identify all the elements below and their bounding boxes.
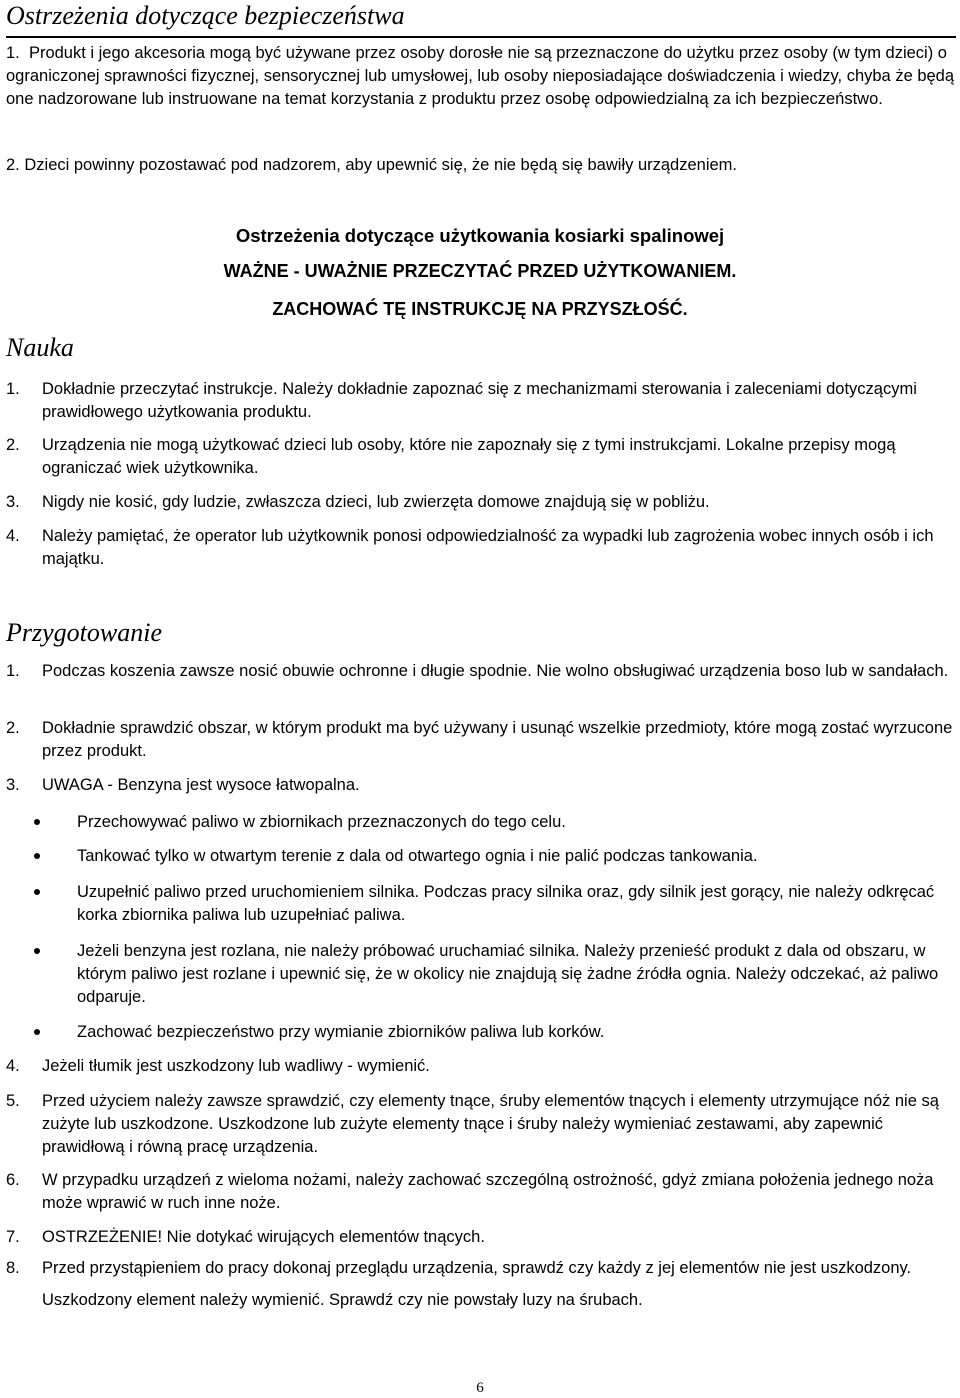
nauka-item-4 <box>6 525 956 571</box>
prep-item-4 <box>6 1055 956 1078</box>
prep-bullet-5 <box>34 1021 956 1044</box>
nauka-item-2 <box>6 434 956 480</box>
usage-heading-warning: WAŻNE - UWAŻNIE PRZECZYTAĆ PRZED UŻYTKOWANIEM. <box>223 261 737 281</box>
nauka-item-3-text: Nigdy nie kosić, gdy ludzie, zwłaszcza dzieci, lub zwierzęta domowe znajdują się w pobliżu. <box>42 493 710 511</box>
prep-item-2-text: Dokładnie sprawdzić obszar, w którym produkt ma być używany i usunąć wszelkie przedmioty, które mogą zostać wyrzucone przez produkt. <box>42 719 953 760</box>
usage-heading-title: Ostrzeżenia dotyczące użytkowania kosiarki spalinowej <box>235 225 725 246</box>
prep-item-3 <box>6 774 956 797</box>
nauka-item-1 <box>6 378 956 424</box>
bullet-dot-icon <box>34 819 40 825</box>
prep-bullet-2 <box>34 845 956 868</box>
nauka-item-1-num: 1. <box>6 380 20 398</box>
prep-item-5 <box>6 1090 956 1159</box>
prep-item-1 <box>6 660 956 683</box>
intro-item-1 <box>6 42 956 111</box>
prep-bullet-4 <box>34 940 956 1009</box>
prep-bullet-4-text: Jeżeli benzyna jest rozlana, nie należy próbować uruchamiać silnika. Należy przenieść produkt z dala od obszaru, w którym paliwo jest rozlane i upewnić się, że w okolicy nie znajdują się żadne źródła ognia. Należy odczekać, aż paliwo odparuje. <box>77 942 939 1006</box>
prep-item-3-num: 3. <box>6 776 20 794</box>
prep-item-8-num: 8. <box>6 1259 20 1277</box>
prep-bullet-1-text: Przechowywać paliwo w zbiornikach przeznaczonych do tego celu. <box>77 813 566 831</box>
prep-item-4-num: 4. <box>6 1057 20 1075</box>
usage-heading-keep: ZACHOWAĆ TĘ INSTRUKCJĘ NA PRZYSZŁOŚĆ. <box>272 299 688 319</box>
bullet-dot-icon <box>34 889 40 895</box>
prep-item-7-text: OSTRZEŻENIE! Nie dotykać wirujących elementów tnących. <box>42 1228 485 1246</box>
title-bar <box>6 0 956 38</box>
prep-item-8 <box>6 1252 956 1316</box>
prep-bullet-3-text: Uzupełnić paliwo przed uruchomieniem silnika. Podczas pracy silnika oraz, gdy silnik jest gorący, nie należy odkręcać korka zbiornika paliwa lub uzupełniać paliwa. <box>77 883 935 924</box>
nauka-item-1-text: Dokładnie przeczytać instrukcje. Należy dokładnie zapoznać się z mechanizmami sterowania i zaleceniami dotyczącymi prawidłowego użytkowania produktu. <box>42 380 917 421</box>
prep-item-7 <box>6 1226 956 1249</box>
nauka-item-2-text: Urządzenia nie mogą użytkować dzieci lub osoby, które nie zapoznały się z tymi instrukcjami. Lokalne przepisy mogą ograniczać wiek użytkownika. <box>42 436 896 477</box>
prep-item-1-text: Podczas koszenia zawsze nosić obuwie ochronne i długie spodnie. Nie wolno obsługiwać urządzenia boso lub w sandałach. <box>42 662 949 680</box>
prep-item-6-text: W przypadku urządzeń z wieloma nożami, należy zachować szczególną ostrożność, gdyż zmiana położenia jednego noża może wprawić w ruch inne noże. <box>42 1171 934 1212</box>
prep-item-1-num: 1. <box>6 662 20 680</box>
prep-item-6 <box>6 1169 956 1215</box>
prep-item-3-text: UWAGA - Benzyna jest wysoce łatwopalna. <box>42 776 360 794</box>
bullet-dot-icon <box>34 853 40 859</box>
prep-item-7-num: 7. <box>6 1228 20 1246</box>
nauka-item-3-num: 3. <box>6 493 20 511</box>
prep-item-5-num: 5. <box>6 1092 20 1110</box>
prep-item-2 <box>6 717 956 763</box>
nauka-item-4-num: 4. <box>6 527 20 545</box>
section-title-nauka: Nauka <box>6 333 74 362</box>
page-title: Ostrzeżenia dotyczące bezpieczeństwa <box>6 1 405 30</box>
section-title-przygotowanie: Przygotowanie <box>6 618 162 647</box>
intro-item-2 <box>6 154 956 177</box>
bullet-dot-icon <box>34 948 40 954</box>
nauka-item-2-num: 2. <box>6 436 20 454</box>
nauka-item-4-text: Należy pamiętać, że operator lub użytkownik ponosi odpowiedzialność za wypadki lub zagrożenia wobec innych osób i ich majątku. <box>42 527 934 568</box>
intro-item-1-text: Produkt i jego akcesoria mogą być używane przez osoby dorosłe nie są przeznaczone do użytku przez osoby (w tym dzieci) o ograniczonej sprawności fizycznej, sensorycznej lub umysłowej, lub osoby nieposiadające doświadczenia i wiedzy, chyba że będą one nadzorowane lub instruowane na temat korzystania z produktu przez osobę odpowiedzialną za ich bezpieczeństwo. <box>6 44 955 108</box>
intro-item-2-text: Dzieci powinny pozostawać pod nadzorem, aby upewnić się, że nie będą się bawiły urządzeniem. <box>24 156 737 174</box>
prep-item-6-num: 6. <box>6 1171 20 1189</box>
prep-item-8-text: Przed przystąpieniem do pracy dokonaj przeglądu urządzenia, sprawdź czy każdy z jej elementów nie jest uszkodzony. Uszkodzony element należy wymienić. Sprawdź czy nie powstały luzy na śrubach. <box>42 1259 912 1309</box>
intro-item-1-num: 1. <box>6 44 20 62</box>
prep-bullet-3 <box>34 881 956 927</box>
nauka-item-3 <box>6 491 956 514</box>
page-number: 6 <box>476 1380 484 1396</box>
prep-bullet-5-text: Zachować bezpieczeństwo przy wymianie zbiorników paliwa lub korków. <box>77 1023 605 1041</box>
prep-item-4-text: Jeżeli tłumik jest uszkodzony lub wadliwy - wymienić. <box>42 1057 430 1075</box>
intro-item-2-num: 2. <box>6 156 20 174</box>
prep-bullet-1 <box>34 811 956 834</box>
prep-bullet-2-text: Tankować tylko w otwartym terenie z dala od otwartego ognia i nie palić podczas tankowania. <box>77 847 758 865</box>
prep-item-5-text: Przed użyciem należy zawsze sprawdzić, czy elementy tnące, śruby elementów tnących i elementy utrzymujące nóż nie są zużyte lub uszkodzone. Uszkodzone lub zużyte elementy tnące i śruby należy wymieniać zestawami, aby zapewnić prawidłową i równą pracę urządzenia. <box>42 1092 939 1156</box>
bullet-dot-icon <box>34 1029 40 1035</box>
prep-item-2-num: 2. <box>6 719 20 737</box>
